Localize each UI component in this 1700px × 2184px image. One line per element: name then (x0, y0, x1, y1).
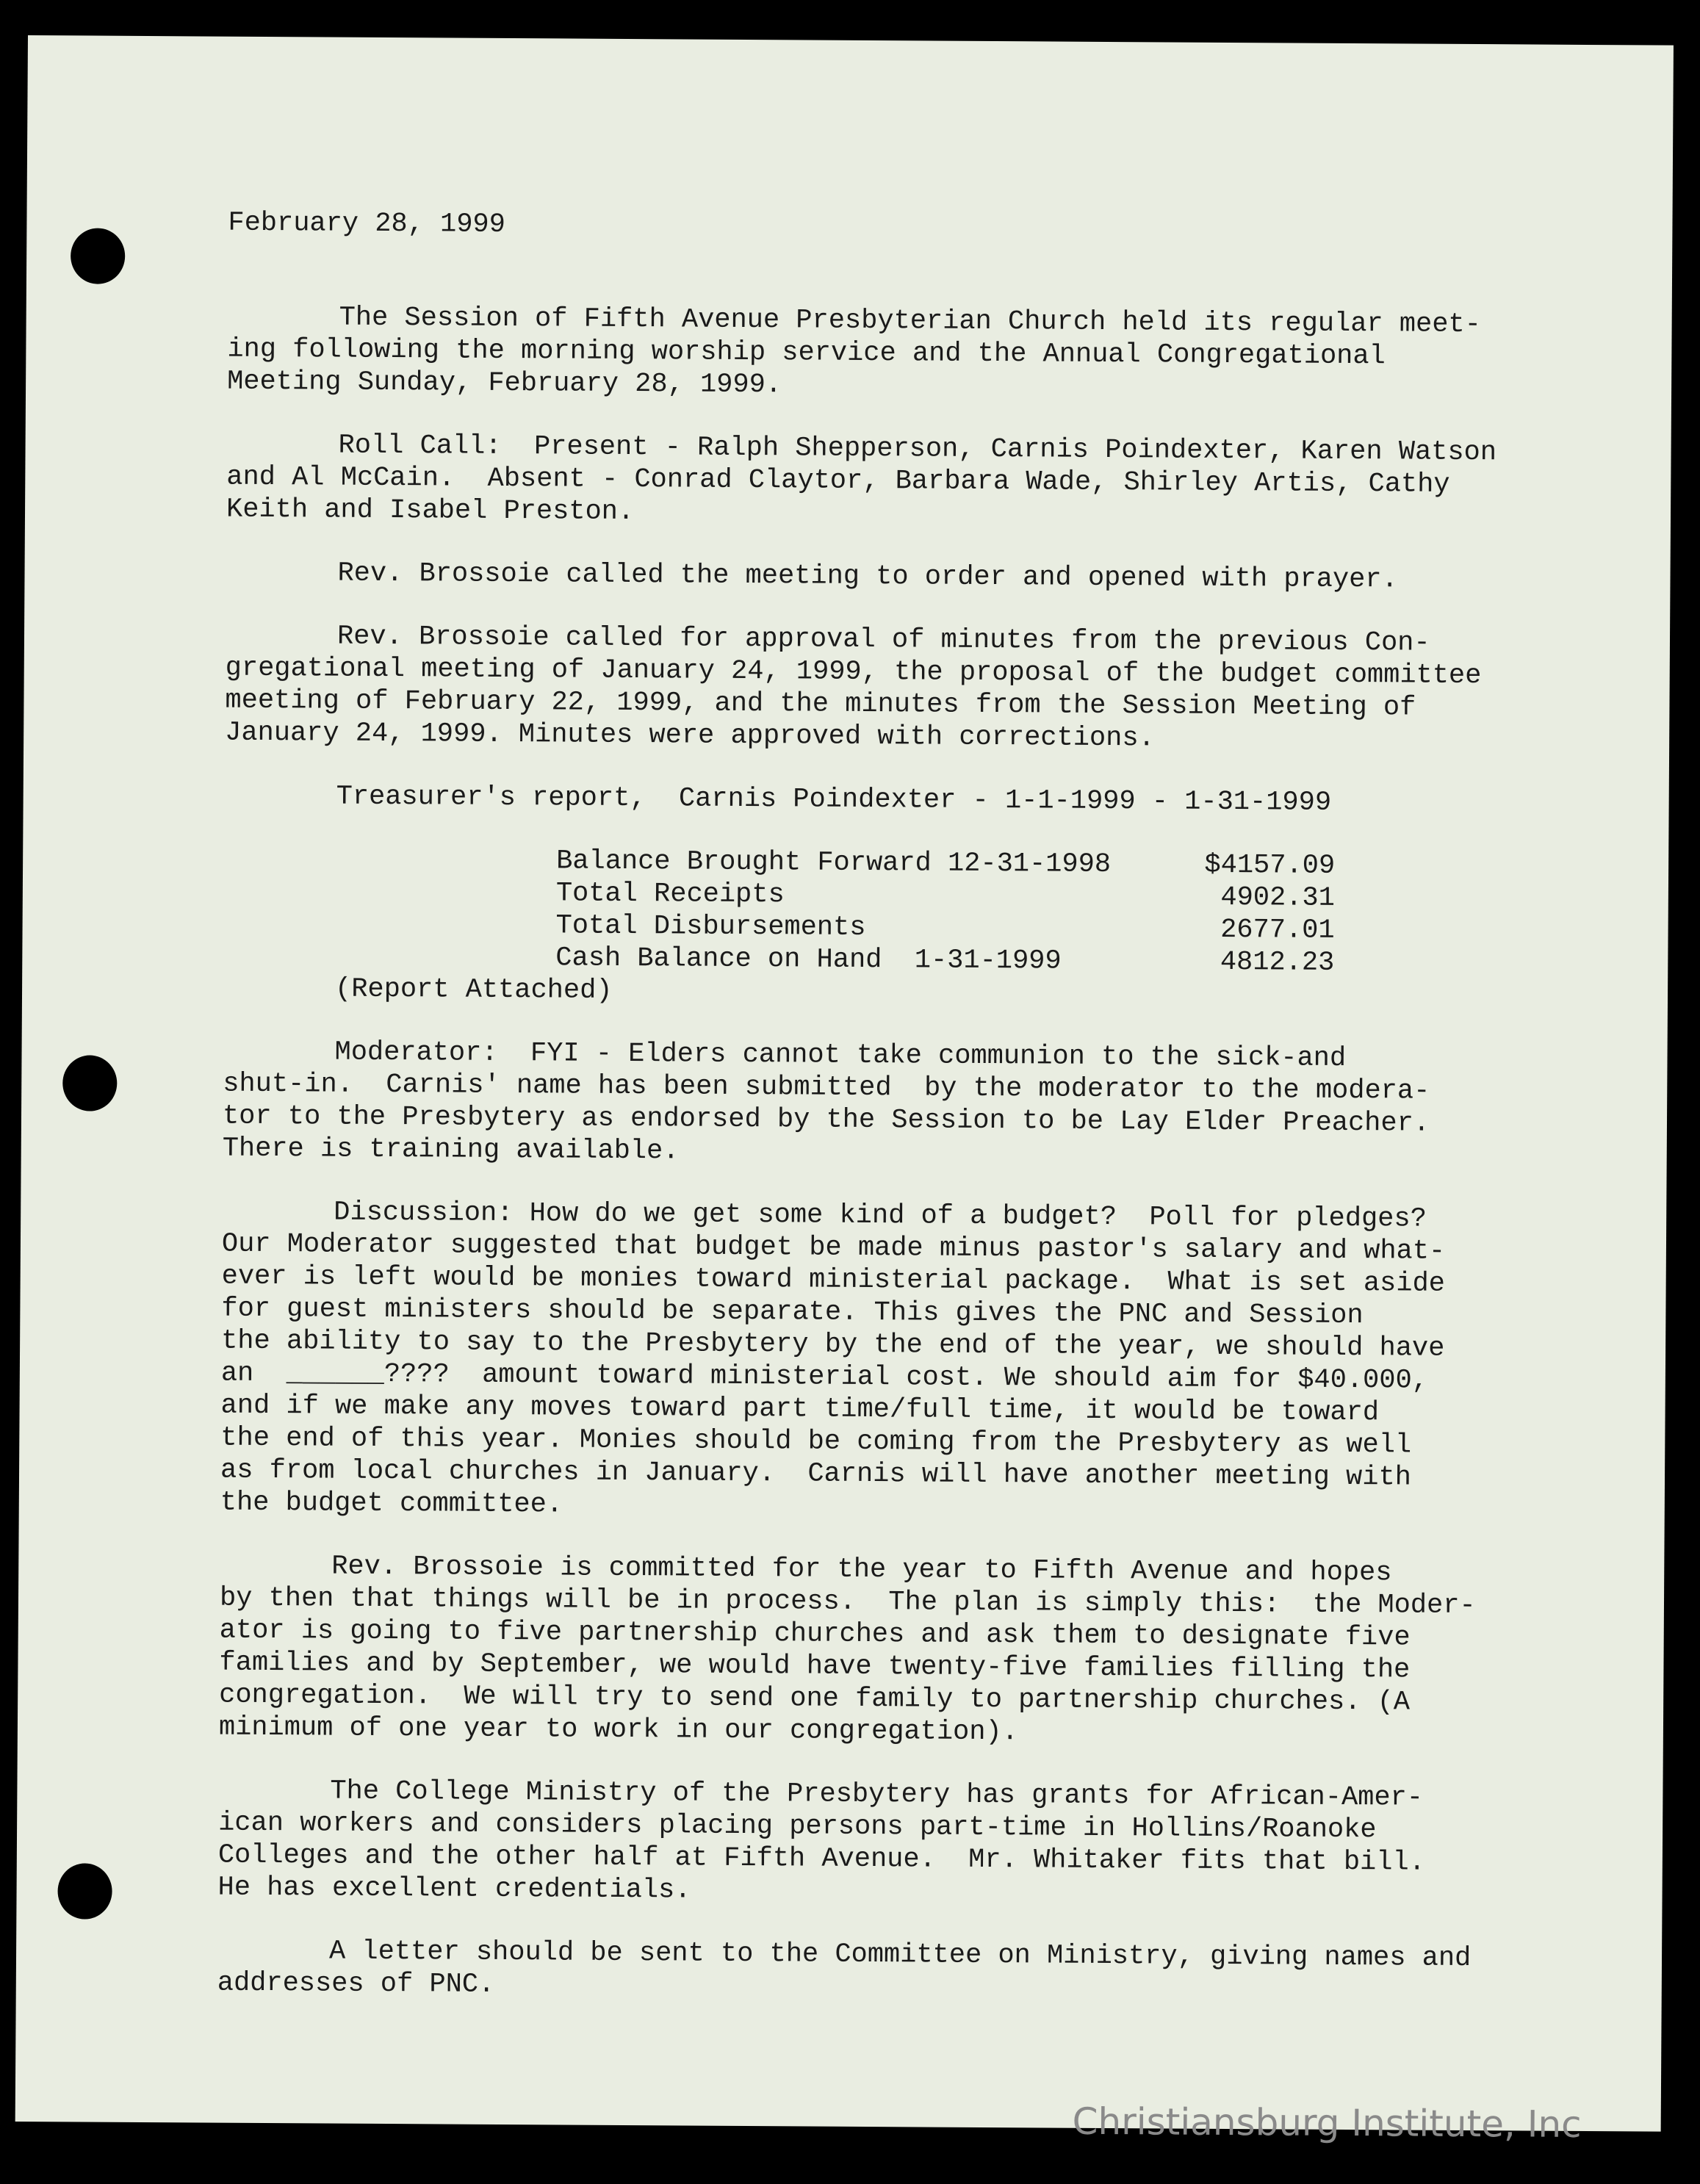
punch-hole-bottom (57, 1863, 112, 1919)
punch-hole-middle (62, 1055, 117, 1111)
treasurer-ledger (555, 845, 1335, 979)
paragraph-budget-discussion: Discussion: How do we get some kind of a budget? Poll for pledges? Our Moderator suggested that budget be made minus pastor's salary and what- ever is left would be monies toward ministerial package. What is set aside for guest ministers should be separate. This gives the PNC and Session the ability to say to the Presbytery by the end of the year, we should have an ______???? amount toward ministerial cost. We should aim for $40.000, and if we make any moves toward part time/full time, it would be toward the end of this year. Monies should be coming from the Presbytery as well as from local churches in January. Carnis will have another meeting with the budget committee. (220, 1197, 1446, 1521)
punch-hole-top (71, 228, 125, 284)
ledger-amount: 4812.23 (1220, 946, 1335, 979)
ledger-label: Total Disbursements (555, 910, 866, 943)
ledger-amount: 2677.01 (1220, 914, 1335, 946)
ledger-label: Cash Balance on Hand 1-31-1999 (555, 943, 1062, 977)
ledger-row (556, 877, 1335, 914)
document-page (15, 35, 1674, 2146)
ledger-label: Balance Brought Forward 12-31-1998 (556, 846, 1112, 881)
report-attached-note: (Report Attached) (334, 973, 613, 1006)
ledger-row (556, 845, 1335, 882)
paragraph-opening: The Session of Fifth Avenue Presbyterian Church held its regular meet- ing following the morning worship service and the Annual Congregational Meeting Sunday, February 28, 1999. (226, 302, 1482, 401)
paragraph-opening-prayer: Rev. Brossoie called the meeting to order and opened with prayer. (337, 558, 1398, 596)
paragraph-moderator: Moderator: FYI - Elders cannot take communion to the sick-and shut-in. Carnis' name has been submitted by the moderator to the modera- tor to the Presbytery as endorsed by the Session to be Lay Elder Preacher. There is training available. (222, 1037, 1430, 1167)
ledger-row (555, 909, 1334, 946)
paragraph-college-ministry: The College Ministry of the Presbytery has grants for African-Amer- ican workers and considers placing persons part-time in Hollins/Roanoke Colleges and the other half at Fifth Avenue. Mr. Whitaker fits that bill. He has excellent credentials. (217, 1776, 1426, 1906)
ledger-amount: $4157.09 (1204, 849, 1336, 882)
paragraph-partnership-plan: Rev. Brossoie is committed for the year to Fifth Avenue and hopes by then that things will be in process. The plan is simply this: the Moder- ator is going to five partnership churches and ask them to designate five families and by September, we would have twenty-five families filling the congregation. We will try to send one family to partnership churches. (A minimum of one year to work in our congregation). (218, 1551, 1476, 1748)
staple-mark (65, 87, 96, 204)
paragraph-roll-call: Roll Call: Present - Ralph Shepperson, Carnis Poindexter, Karen Watson and Al McCain. Absent - Conrad Claytor, Barbara Wade, Shirley Artis, Cathy Keith and Isabel Preston. (226, 430, 1497, 528)
paragraph-committee-letter: A letter should be sent to the Committee on Ministry, giving names and addresses of PNC. (217, 1936, 1472, 2000)
paragraph-treasurer-report: Treasurer's report, Carnis Poindexter - 1-1-1999 - 1-31-1999 (336, 781, 1332, 818)
ledger-row (555, 942, 1334, 979)
document-date: February 28, 1999 (228, 207, 506, 240)
ledger-label: Total Receipts (555, 878, 785, 911)
archive-watermark: Christiansburg Institute, Inc (1072, 2100, 1582, 2146)
minutes-body (217, 207, 1521, 2008)
paragraph-minutes-approval: Rev. Brossoie called for approval of minutes from the previous Con- gregational meeting of January 24, 1999, the proposal of the budget committee meeting of February 22, 1999, and the minutes from the Session Meeting of January 24, 1999. Minutes were approved with corrections. (225, 621, 1482, 754)
ledger-amount: 4902.31 (1220, 882, 1335, 914)
